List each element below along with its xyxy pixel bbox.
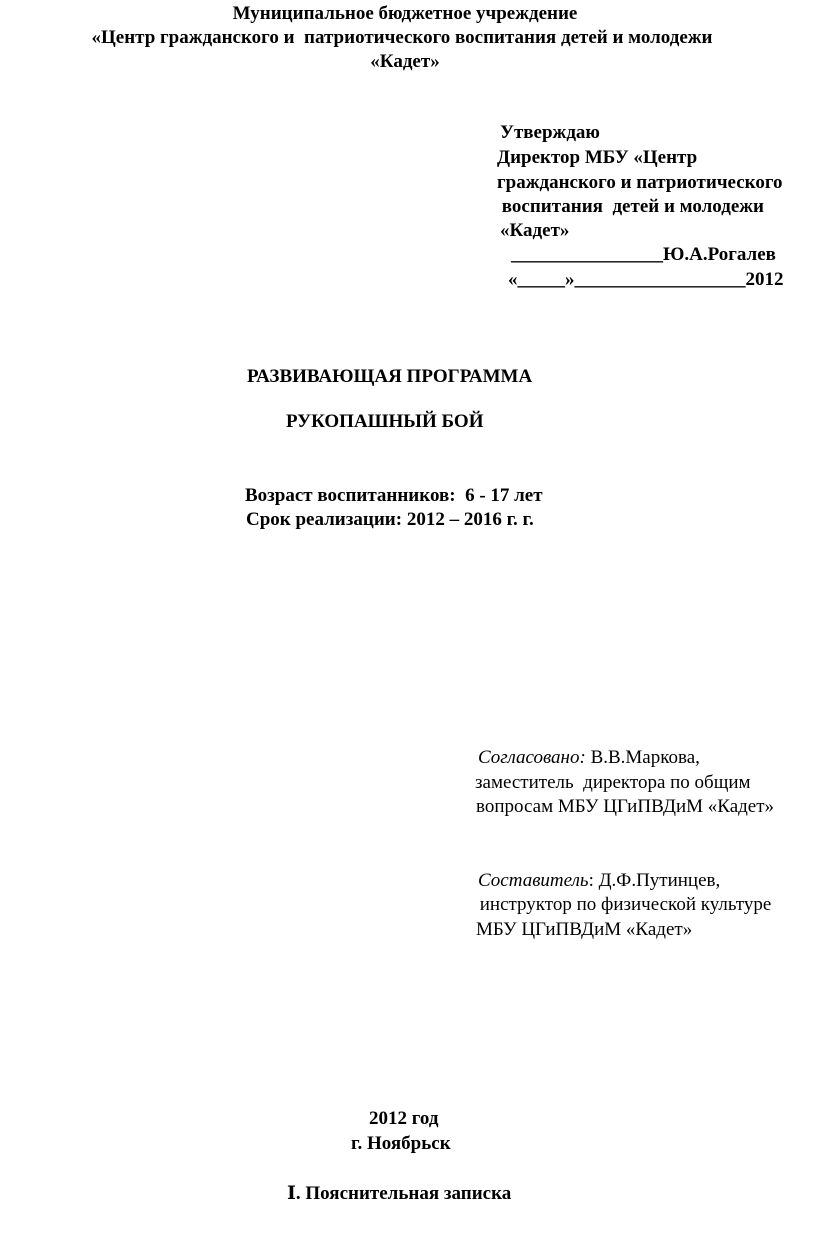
institution-type: Муниципальное бюджетное учреждение [232,3,578,24]
approval-position-line4: «Кадет» [500,220,570,241]
footer-city: г. Ноябрьск [351,1133,451,1154]
approval-position-line3: воспитания детей и молодежи [497,196,764,217]
author-position-line2: МБУ ЦГиПВДиМ «Кадет» [476,919,693,940]
agreed-position-line1: заместитель директора по общим [475,772,751,793]
program-title: РАЗВИВАЮЩАЯ ПРОГРАММА [247,366,533,387]
approval-signature-line: ________________Ю.А.Рогалев [511,244,776,265]
agreed-position-line2: вопросам МБУ ЦГиПВДиМ «Кадет» [476,796,775,817]
institution-short-name: «Кадет» [370,51,440,72]
approval-title: Утверждаю [500,122,600,143]
approval-position-line2: гражданского и патриотического [497,172,783,193]
footer-year: 2012 год [369,1108,439,1129]
author-position-line1: инструктор по физической культуре [475,894,772,915]
author-name: : Д.Ф.Путинцев, [588,870,721,891]
program-age: Возраст воспитанников: 6 - 17 лет [245,485,543,506]
author-label: Составитель [478,870,589,891]
agreed-name: В.В.Маркова, [585,747,700,768]
agreed-line1 [478,746,700,770]
section-heading: Ⅰ. Пояснительная записка [287,1183,512,1204]
approval-position-line1: Директор МБУ «Центр [497,147,698,168]
institution-name: «Центр гражданского и патриотического воспитания детей и молодежи [91,27,713,48]
approval-date-line: «_____»__________________2012 [508,269,784,290]
author-line1 [478,869,720,893]
program-subtitle: РУКОПАШНЫЙ БОЙ [286,411,484,432]
agreed-label: Согласовано: [478,747,586,768]
program-term: Срок реализации: 2012 – 2016 г. г. [246,509,534,530]
